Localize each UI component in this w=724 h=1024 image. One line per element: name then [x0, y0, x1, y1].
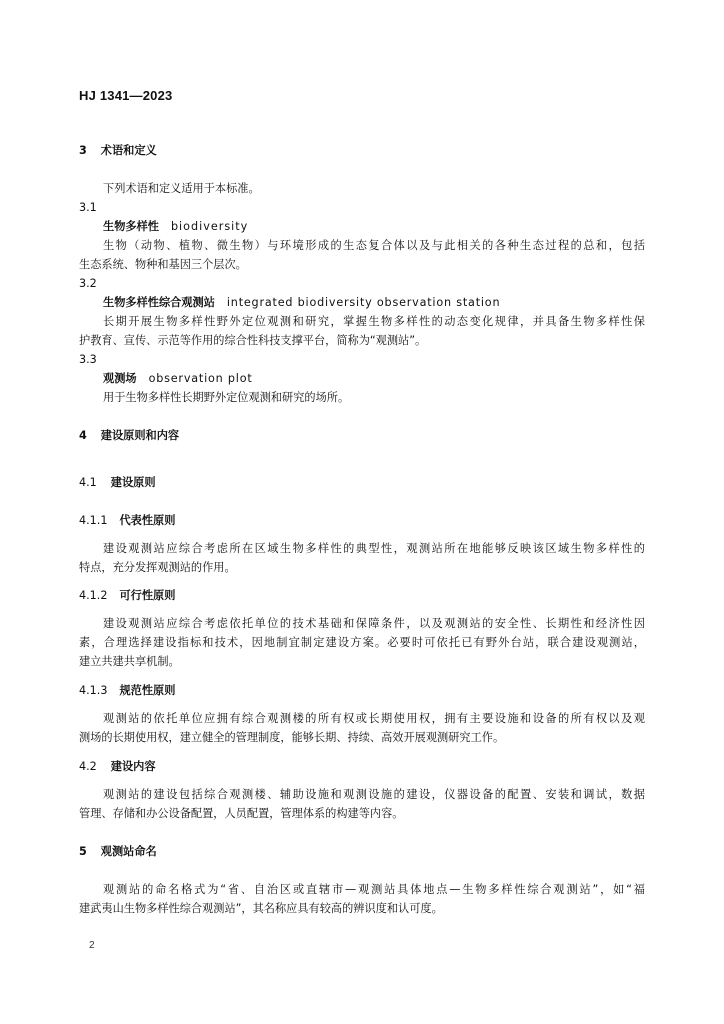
paragraph-line: 建武夷山生物多样性综合观测站”，其名称应具有较高的辨识度和认可度。: [79, 902, 443, 915]
subsection-title: 可行性原则: [119, 589, 176, 602]
subsection-heading-4-1-2: [79, 588, 175, 604]
paragraph: 下列术语和定义适用于本标准。: [103, 182, 260, 195]
subsection-title: 规范性原则: [119, 684, 176, 697]
subsection-number: 4.2: [79, 760, 97, 773]
term-entry: [103, 371, 253, 387]
subsection-number: 4.1.3: [79, 684, 108, 697]
section-heading-5: [79, 844, 157, 860]
subsection-title: 建设原则: [110, 476, 156, 489]
term-entry: [103, 219, 248, 235]
term-chinese: 观测场: [103, 372, 137, 385]
definition-line: 生物（动物、植物、微生物）与环境形成的生态复合体以及与此相关的各种生态过程的总和，包括: [103, 239, 645, 252]
subsection-number: 4.1.1: [79, 514, 108, 527]
term-chinese: 生物多样性: [103, 220, 159, 233]
paragraph-line: 素，合理选择建设指标和技术，因地制宜制定建设方案。必要时可依托已有野外台站，联合建设观测站，: [79, 636, 645, 649]
standard-code: HJ 1341—2023: [79, 88, 173, 103]
section-title: 观测站命名: [100, 845, 157, 858]
paragraph-line: 观测站的命名格式为“省、自治区或直辖市—观测站具体地点—生物多样性综合观测站”，如“福: [103, 883, 645, 896]
term-chinese: 生物多样性综合观测站: [103, 296, 215, 309]
paragraph-line: 测场的长期使用权，建立健全的管理制度，能够长期、持续、高效开展观测研究工作。: [79, 731, 505, 744]
definition-line: 长期开展生物多样性野外定位观测和研究，掌握生物多样性的动态变化规律，并具备生物多样性保: [103, 315, 645, 328]
definition-line: 生态系统、物种和基因三个层次。: [79, 258, 247, 271]
term-number: 3.2: [79, 277, 97, 290]
term-entry: [103, 295, 500, 311]
section-heading-4: [79, 428, 179, 444]
subsection-heading-4-1-3: [79, 683, 175, 699]
subsection-number: 4.1.2: [79, 589, 108, 602]
section-number: 4: [79, 429, 87, 442]
subsection-heading-4-1: [79, 475, 156, 491]
term-english: observation plot: [148, 372, 253, 385]
paragraph-line: 建设观测站应综合考虑依托单位的技术基础和保障条件，以及观测站的安全性、长期性和经济性因: [103, 617, 645, 630]
section-heading-3: [79, 143, 157, 159]
term-number: 3.3: [79, 353, 97, 366]
section-number: 3: [79, 144, 87, 157]
paragraph-line: 建立共建共享机制。: [79, 655, 180, 668]
page-number: 2: [89, 940, 95, 951]
term-number: 3.1: [79, 201, 97, 214]
definition-line: 用于生物多样性长期野外定位观测和研究的场所。: [103, 391, 350, 404]
paragraph-line: 建设观测站应综合考虑所在区域生物多样性的典型性，观测站所在地能够反映该区域生物多样性的: [103, 542, 645, 555]
subsection-title: 建设内容: [110, 760, 156, 773]
paragraph-line: 管理、存储和办公设备配置，人员配置，管理体系的构建等内容。: [79, 807, 404, 820]
definition-line: 护教育、宣传、示范等作用的综合性科技支撑平台，简称为“观测站”。: [79, 334, 427, 347]
subsection-title: 代表性原则: [119, 514, 176, 527]
subsection-number: 4.1: [79, 476, 97, 489]
term-english: integrated biodiversity observation station: [226, 296, 501, 309]
subsection-heading-4-1-1: [79, 513, 175, 529]
paragraph-line: 观测站的依托单位应拥有综合观测楼的所有权或长期使用权，拥有主要设施和设备的所有权以及观: [103, 712, 645, 725]
term-english: biodiversity: [170, 220, 249, 233]
section-title: 建设原则和内容: [100, 429, 180, 442]
section-title: 术语和定义: [100, 144, 157, 157]
paragraph-line: 观测站的建设包括综合观测楼、辅助设施和观测设施的建设，仪器设备的配置、安装和调试，数据: [103, 788, 645, 801]
paragraph-line: 特点，充分发挥观测站的作用。: [79, 561, 236, 574]
subsection-heading-4-2: [79, 759, 156, 775]
section-number: 5: [79, 845, 87, 858]
